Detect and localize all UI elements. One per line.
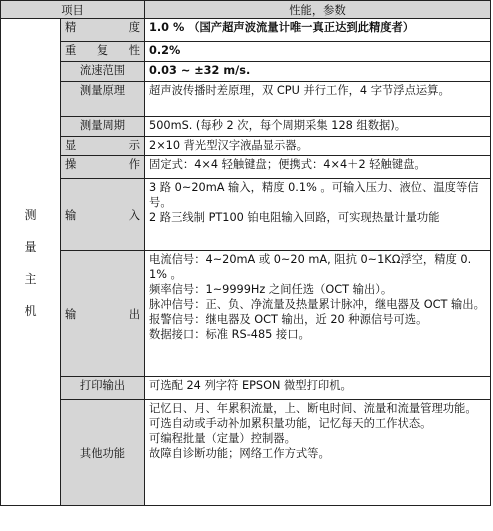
row-value-output [145,251,491,377]
input-line: 2 路三线制 PT100 铂电阻输入回路，可实现热量计量功能 [149,211,440,224]
row-value-period: 500mS. (每秒 2 次，每个周期采集 128 组数据)。 [145,117,491,137]
other-line: 故障自诊断功能；网络工作方式等。 [149,447,330,460]
table-header-row [1,1,491,19]
row-label-repeatability: 重 复 性 [61,42,145,62]
other-line: 可选自动或手动补加累积量功能，记忆每天的工作状态。 [149,417,432,430]
output-line: 电流信号：4~20mA 或 0~20 mA, 阻抗 0~1KΩ浮空，精度 0.1% 。 [149,253,472,281]
table-row [1,82,491,117]
table-row [1,137,491,156]
row-label-output: 输 出 [61,251,145,377]
output-line: 数据接口：标准 RS-485 接口。 [149,328,310,341]
output-line: 报警信号：继电器及 OCT 输出，近 20 种源信号可选。 [149,313,428,326]
table-row [1,42,491,62]
row-value-input [145,179,491,251]
row-value-other [145,400,491,506]
row-value-display: 2×10 背光型汉字液晶显示器。 [145,137,491,156]
row-value-principle: 超声波传播时差原理，双 CPU 并行工作，4 字节浮点运算。 [145,82,491,117]
header-params: 性能，参数 [145,1,491,19]
group-label-main-unit [1,19,61,506]
table-row [1,400,491,506]
row-label-printer: 打印输出 [61,377,145,400]
row-value-accuracy: 1.0 % （国产超声波流量计唯一真正达到此精度者） [145,19,491,42]
row-label-operation: 操 作 [61,156,145,179]
row-label-principle: 测量原理 [61,82,145,117]
row-value-velocity-range: 0.03 ~ ±32 m/s. [145,62,491,82]
group-char: 机 [24,303,37,318]
row-label-input: 输 入 [61,179,145,251]
row-value-operation: 固定式：4×4 轻触键盘；便携式：4×4＋2 轻触键盘。 [145,156,491,179]
table-row [1,62,491,82]
row-value-printer: 可选配 24 列字符 EPSON 微型打印机。 [145,377,491,400]
other-line: 可编程批量（定量）控制器。 [149,432,296,445]
row-label-velocity-range: 流速范围 [61,62,145,82]
row-label-other: 其他功能 [61,400,145,506]
group-char: 主 [24,271,37,286]
table-row [1,156,491,179]
table-row [1,179,491,251]
row-label-accuracy: 精 度 [61,19,145,42]
group-char: 量 [24,239,37,254]
group-char: 测 [24,207,37,222]
table-row [1,19,491,42]
table-row [1,377,491,400]
table-row [1,117,491,137]
row-label-period: 测量周期 [61,117,145,137]
output-line: 频率信号：1~9999Hz 之间任选（OCT 输出）。 [149,283,393,296]
table-row [1,251,491,377]
other-line: 记忆日、月、年累积流量，上、断电时间、流量和流量管理功能。 [149,402,477,415]
output-line: 脉冲信号：正、负、净流量及热量累计脉冲，继电器及 OCT 输出。 [149,298,485,311]
row-value-repeatability: 0.2% [145,42,491,62]
input-line: 3 路 0~20mA 输入，精度 0.1% 。可输入压力、液位、温度等信号。 [149,181,479,209]
header-item: 项目 [1,1,145,19]
row-label-display: 显 示 [61,137,145,156]
